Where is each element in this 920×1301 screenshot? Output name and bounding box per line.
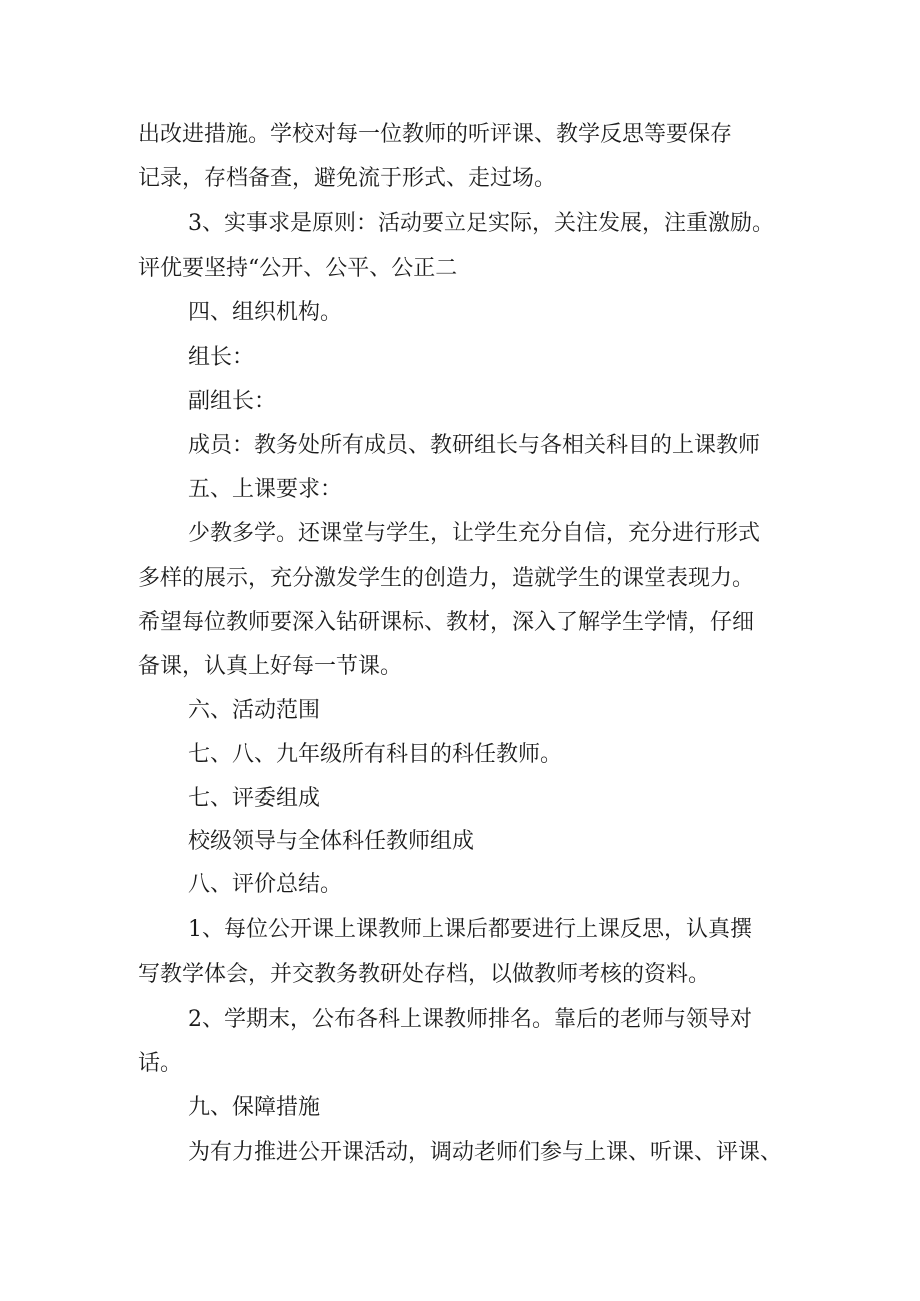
text-line-2: 记录，存档备查，避免流于形式、走过场。 bbox=[138, 166, 557, 191]
text-line-members: 成员：教务处所有成员、教研组长与各相关科目的上课教师 bbox=[188, 433, 761, 458]
section-heading-safeguards: 九、保障措施 bbox=[188, 1095, 321, 1120]
text-line-17: 校级领导与全体科任教师组成 bbox=[188, 829, 475, 854]
text-line-12: 希望每位教师要深入钻研课标、教材，深入了解学生学情，仔细 bbox=[138, 610, 755, 635]
text-line-20: 写教学体会，并交教务教研处存档，以做教师考核的资料。 bbox=[138, 962, 711, 987]
section-heading-evaluation: 八、评价总结。 bbox=[188, 872, 343, 897]
text-line-4: 评优要坚持“公开、公平、公正二 bbox=[138, 256, 458, 281]
text-line-1: 出改进措施。学校对每一位教师的听评课、教学反思等要保存 bbox=[138, 122, 733, 147]
text-line-deputy-leader: 副组长： bbox=[188, 389, 277, 414]
text-line-leader: 组长： bbox=[188, 345, 255, 370]
text-line-24: 为有力推进公开课活动，调动老师们参与上课、听课、评课、 bbox=[188, 1140, 783, 1165]
text-line-10: 少教多学。还课堂与学生，让学生充分自信，充分进行形式 bbox=[188, 521, 761, 546]
text-line-15: 七、八、九年级所有科目的科任教师。 bbox=[188, 742, 563, 767]
text-line-21: 2、学期末，公布各科上课教师排名。靠后的老师与领导对 bbox=[188, 1007, 752, 1032]
text-line-19: 1、每位公开课上课教师上课后都要进行上课反思，认真撰 bbox=[188, 917, 752, 942]
section-heading-judges: 七、评委组成 bbox=[188, 786, 321, 811]
text-line-13: 备课，认真上好每一节课。 bbox=[138, 654, 403, 679]
text-line-22: 话。 bbox=[138, 1051, 183, 1076]
section-heading-organization: 四、组织机构。 bbox=[188, 300, 343, 325]
text-line-11: 多样的展示，充分激发学生的创造力，造就学生的课堂表现力。 bbox=[138, 566, 755, 591]
text-line-3: 3、实事求是原则：活动要立足实际，关注发展，注重激励。 bbox=[188, 211, 774, 236]
section-heading-activity-scope: 六、活动范围 bbox=[188, 698, 321, 723]
section-heading-class-requirements: 五、上课要求： bbox=[188, 477, 343, 502]
